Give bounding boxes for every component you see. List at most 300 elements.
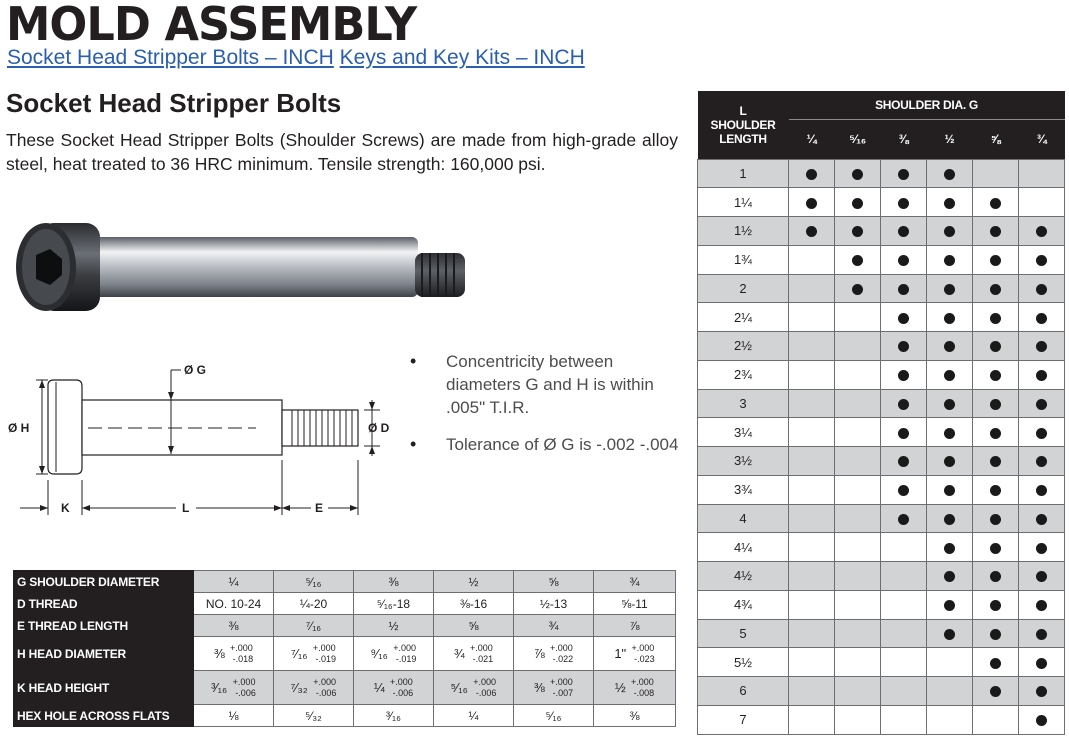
availability-row xyxy=(698,475,1065,504)
label-g: Ø G xyxy=(184,363,207,377)
shoulder-length-cell: 1½ xyxy=(698,217,789,246)
spec-row-label: H HEAD DIAMETER xyxy=(14,637,194,671)
spec-cell: ¾ xyxy=(594,571,676,593)
available-dot-icon xyxy=(898,198,909,209)
availability-row xyxy=(698,360,1065,389)
section-heading: Socket Head Stripper Bolts xyxy=(6,88,342,118)
availability-row xyxy=(698,619,1065,648)
available-dot-icon xyxy=(806,226,817,237)
availability-row xyxy=(698,188,1065,217)
availability-cell xyxy=(789,447,835,476)
availability-cell xyxy=(835,303,881,332)
availability-cell xyxy=(973,504,1019,533)
available-dot-icon xyxy=(944,341,955,352)
availability-row xyxy=(698,705,1065,734)
available-dot-icon xyxy=(1036,485,1047,496)
spec-cell: ⁷⁄₃₂ +.000 -.006 xyxy=(274,671,354,705)
availability-cell xyxy=(835,619,881,648)
availability-cell xyxy=(881,475,927,504)
availability-cell xyxy=(835,705,881,734)
spec-cell: ⅜ +.000 -.018 xyxy=(194,637,274,671)
diameter-header: ⅝ xyxy=(973,119,1019,159)
availability-cell xyxy=(973,159,1019,188)
availability-cell xyxy=(927,590,973,619)
spec-row-label: K HEAD HEIGHT xyxy=(14,671,194,705)
notes-list xyxy=(410,350,690,470)
availability-cell xyxy=(835,389,881,418)
shoulder-length-cell: 3 xyxy=(698,389,789,418)
available-dot-icon xyxy=(1036,600,1047,611)
availability-cell xyxy=(881,562,927,591)
availability-cell xyxy=(927,217,973,246)
available-dot-icon xyxy=(944,255,955,266)
spec-cell: ⁷⁄₁₆ xyxy=(274,615,354,637)
spec-cell: ⁹⁄₁₆ +.000 -.019 xyxy=(354,637,434,671)
availability-cell xyxy=(1019,188,1065,217)
available-dot-icon xyxy=(990,370,1001,381)
available-dot-icon xyxy=(944,543,955,554)
availability-cell xyxy=(973,418,1019,447)
available-dot-icon xyxy=(990,313,1001,324)
availability-cell xyxy=(835,274,881,303)
available-dot-icon xyxy=(1036,514,1047,525)
available-dot-icon xyxy=(1036,226,1047,237)
availability-cell xyxy=(881,245,927,274)
shoulder-length-cell: 4¼ xyxy=(698,533,789,562)
shoulder-length-cell: 4½ xyxy=(698,562,789,591)
availability-cell xyxy=(973,677,1019,706)
availability-row xyxy=(698,562,1065,591)
shoulder-length-cell: 2¼ xyxy=(698,303,789,332)
spec-cell: NO. 10-24 xyxy=(194,593,274,615)
available-dot-icon xyxy=(852,198,863,209)
availability-cell xyxy=(1019,562,1065,591)
available-dot-icon xyxy=(944,313,955,324)
page-title: MOLD ASSEMBLY xyxy=(6,0,417,51)
diameter-header: ¼ xyxy=(789,119,835,159)
availability-cell xyxy=(789,303,835,332)
available-dot-icon xyxy=(944,456,955,467)
available-dot-icon xyxy=(990,686,1001,697)
available-dot-icon xyxy=(898,428,909,439)
shoulder-length-cell: 7 xyxy=(698,705,789,734)
available-dot-icon xyxy=(944,284,955,295)
available-dot-icon xyxy=(944,399,955,410)
diameter-header: ½ xyxy=(927,119,973,159)
availability-cell xyxy=(789,217,835,246)
availability-cell xyxy=(973,533,1019,562)
availability-cell xyxy=(927,562,973,591)
availability-cell xyxy=(973,188,1019,217)
availability-cell xyxy=(881,217,927,246)
available-dot-icon xyxy=(944,514,955,525)
availability-cell xyxy=(1019,590,1065,619)
availability-row xyxy=(698,677,1065,706)
available-dot-icon xyxy=(1036,571,1047,582)
availability-cell xyxy=(927,475,973,504)
availability-cell xyxy=(973,648,1019,677)
availability-cell xyxy=(881,159,927,188)
availability-cell xyxy=(973,217,1019,246)
availability-cell xyxy=(881,504,927,533)
availability-cell xyxy=(927,619,973,648)
spec-cell: ⅜ xyxy=(594,705,676,727)
availability-row xyxy=(698,447,1065,476)
availability-cell xyxy=(1019,245,1065,274)
available-dot-icon xyxy=(990,399,1001,410)
availability-cell xyxy=(973,274,1019,303)
available-dot-icon xyxy=(944,169,955,180)
spec-cell: ⅜ xyxy=(194,615,274,637)
spec-cell: ⁵⁄₃₂ xyxy=(274,705,354,727)
available-dot-icon xyxy=(990,658,1001,669)
availability-cell xyxy=(927,188,973,217)
spec-cell: ⁵⁄₁₆ xyxy=(274,571,354,593)
availability-cell xyxy=(927,245,973,274)
availability-cell xyxy=(881,677,927,706)
availability-cell xyxy=(927,360,973,389)
shoulder-length-cell: 4¾ xyxy=(698,590,789,619)
availability-cell xyxy=(973,562,1019,591)
spec-cell: ⁵⁄₁₆-18 xyxy=(354,593,434,615)
availability-cell xyxy=(835,447,881,476)
available-dot-icon xyxy=(1036,686,1047,697)
availability-cell xyxy=(835,159,881,188)
spec-row xyxy=(14,571,676,593)
availability-cell xyxy=(881,360,927,389)
available-dot-icon xyxy=(990,571,1001,582)
shoulder-length-header: L SHOULDER LENGTH xyxy=(698,91,789,159)
availability-cell xyxy=(835,188,881,217)
label-e: E xyxy=(315,501,324,515)
availability-cell xyxy=(789,677,835,706)
availability-cell xyxy=(881,619,927,648)
availability-cell xyxy=(1019,418,1065,447)
availability-cell xyxy=(789,619,835,648)
availability-cell xyxy=(881,447,927,476)
available-dot-icon xyxy=(944,485,955,496)
label-l: L xyxy=(182,501,190,515)
spec-cell: ³⁄₁₆ xyxy=(354,705,434,727)
availability-cell xyxy=(973,475,1019,504)
availability-cell xyxy=(881,590,927,619)
available-dot-icon xyxy=(990,600,1001,611)
availability-cell xyxy=(881,332,927,361)
spec-cell: ⅝ xyxy=(434,615,514,637)
availability-cell xyxy=(835,648,881,677)
availability-cell xyxy=(927,159,973,188)
spec-row xyxy=(14,593,676,615)
available-dot-icon xyxy=(944,226,955,237)
availability-cell xyxy=(973,332,1019,361)
shoulder-length-cell: 5 xyxy=(698,619,789,648)
availability-cell xyxy=(927,677,973,706)
availability-cell xyxy=(789,475,835,504)
availability-cell xyxy=(789,562,835,591)
availability-cell xyxy=(789,188,835,217)
availability-cell xyxy=(881,389,927,418)
availability-cell xyxy=(835,245,881,274)
available-dot-icon xyxy=(990,428,1001,439)
note-tolerance: • Tolerance of Ø G is -.002 -.004 xyxy=(410,433,690,456)
available-dot-icon xyxy=(944,198,955,209)
availability-cell xyxy=(835,590,881,619)
available-dot-icon xyxy=(1036,255,1047,266)
shoulder-length-cell: 6 xyxy=(698,677,789,706)
available-dot-icon xyxy=(852,284,863,295)
available-dot-icon xyxy=(898,255,909,266)
available-dot-icon xyxy=(898,399,909,410)
shoulder-dia-header: SHOULDER DIA. G xyxy=(789,91,1065,119)
availability-cell xyxy=(881,705,927,734)
availability-cell xyxy=(881,188,927,217)
available-dot-icon xyxy=(990,284,1001,295)
availability-cell xyxy=(835,418,881,447)
availability-cell xyxy=(927,418,973,447)
availability-cell xyxy=(973,590,1019,619)
availability-cell xyxy=(1019,389,1065,418)
availability-cell xyxy=(881,274,927,303)
available-dot-icon xyxy=(1036,715,1047,726)
availability-cell xyxy=(789,360,835,389)
availability-cell xyxy=(789,245,835,274)
available-dot-icon xyxy=(898,456,909,467)
spec-cell: ½-13 xyxy=(514,593,594,615)
availability-cell xyxy=(789,648,835,677)
available-dot-icon xyxy=(990,543,1001,554)
availability-row xyxy=(698,533,1065,562)
available-dot-icon xyxy=(852,255,863,266)
available-dot-icon xyxy=(806,169,817,180)
spec-cell: ½ +.000 -.008 xyxy=(594,671,676,705)
bolt-dimension-drawing xyxy=(6,350,396,525)
available-dot-icon xyxy=(944,571,955,582)
availability-cell xyxy=(835,677,881,706)
availability-row xyxy=(698,245,1065,274)
availability-row xyxy=(698,332,1065,361)
shoulder-length-cell: 1 xyxy=(698,159,789,188)
availability-cell xyxy=(1019,475,1065,504)
intro-paragraph: These Socket Head Stripper Bolts (Shoulder Screws) are made from high-grade alloy steel, heat treated to 36 HRC minimum. Tensile strength: 160,000 psi. xyxy=(6,130,678,174)
available-dot-icon xyxy=(944,370,955,381)
availability-row xyxy=(698,303,1065,332)
shoulder-length-cell: 2½ xyxy=(698,332,789,361)
spec-cell: ¼ xyxy=(434,705,514,727)
spec-row-label: G SHOULDER DIAMETER xyxy=(14,571,194,593)
shoulder-length-cell: 1¼ xyxy=(698,188,789,217)
availability-cell xyxy=(1019,648,1065,677)
spec-row xyxy=(14,671,676,705)
availability-cell xyxy=(973,303,1019,332)
available-dot-icon xyxy=(898,514,909,525)
spec-row xyxy=(14,637,676,671)
breadcrumb-link-keys[interactable]: Keys and Key Kits – INCH xyxy=(339,46,585,69)
spec-cell: ⅝ xyxy=(514,571,594,593)
shoulder-length-cell: 2¾ xyxy=(698,360,789,389)
shoulder-length-cell: 4 xyxy=(698,504,789,533)
shoulder-length-cell: 2 xyxy=(698,274,789,303)
available-dot-icon xyxy=(852,169,863,180)
available-dot-icon xyxy=(1036,284,1047,295)
availability-table xyxy=(697,91,1065,735)
available-dot-icon xyxy=(990,629,1001,640)
availability-row xyxy=(698,590,1065,619)
availability-cell xyxy=(927,705,973,734)
availability-cell xyxy=(881,533,927,562)
available-dot-icon xyxy=(898,169,909,180)
spec-cell: 1" +.000 -.023 xyxy=(594,637,676,671)
availability-cell xyxy=(789,705,835,734)
available-dot-icon xyxy=(990,341,1001,352)
available-dot-icon xyxy=(1036,456,1047,467)
available-dot-icon xyxy=(990,198,1001,209)
shoulder-length-cell: 3¼ xyxy=(698,418,789,447)
spec-cell: ¼-20 xyxy=(274,593,354,615)
availability-cell xyxy=(927,533,973,562)
spec-cell: ¾ xyxy=(514,615,594,637)
availability-cell xyxy=(927,274,973,303)
note-concentricity: • Concentricity between diameters G and H is within .005" T.I.R. xyxy=(410,350,690,419)
availability-cell xyxy=(881,418,927,447)
availability-cell xyxy=(973,245,1019,274)
availability-cell xyxy=(927,447,973,476)
available-dot-icon xyxy=(990,255,1001,266)
availability-cell xyxy=(1019,274,1065,303)
availability-cell xyxy=(973,447,1019,476)
availability-cell xyxy=(1019,677,1065,706)
spec-row xyxy=(14,615,676,637)
spec-cell: ⅜ +.000 -.007 xyxy=(514,671,594,705)
spec-row-label: HEX HOLE ACROSS FLATS xyxy=(14,705,194,727)
spec-cell: ⅞ +.000 -.022 xyxy=(514,637,594,671)
breadcrumb xyxy=(7,46,585,70)
available-dot-icon xyxy=(1036,313,1047,324)
available-dot-icon xyxy=(852,226,863,237)
diameter-header: ⁵⁄₁₆ xyxy=(835,119,881,159)
spec-row xyxy=(14,705,676,727)
shoulder-length-cell: 5½ xyxy=(698,648,789,677)
diameter-header: ⅜ xyxy=(881,119,927,159)
available-dot-icon xyxy=(990,485,1001,496)
spec-cell: ⁷⁄₁₆ +.000 -.019 xyxy=(274,637,354,671)
availability-row xyxy=(698,504,1065,533)
availability-cell xyxy=(973,389,1019,418)
spec-row-label: D THREAD xyxy=(14,593,194,615)
available-dot-icon xyxy=(898,341,909,352)
available-dot-icon xyxy=(944,600,955,611)
availability-cell xyxy=(835,504,881,533)
availability-row xyxy=(698,389,1065,418)
availability-cell xyxy=(881,648,927,677)
available-dot-icon xyxy=(1036,341,1047,352)
available-dot-icon xyxy=(944,629,955,640)
shoulder-length-cell: 1¾ xyxy=(698,245,789,274)
spec-cell: ¼ xyxy=(194,571,274,593)
available-dot-icon xyxy=(1036,399,1047,410)
availability-cell xyxy=(789,274,835,303)
spec-cell: ¾ +.000 -.021 xyxy=(434,637,514,671)
availability-cell xyxy=(1019,619,1065,648)
spec-cell: ⅜-16 xyxy=(434,593,514,615)
availability-cell xyxy=(789,418,835,447)
spec-cell: ³⁄₁₆ +.000 -.006 xyxy=(194,671,274,705)
availability-cell xyxy=(973,705,1019,734)
specification-table xyxy=(13,570,676,727)
shoulder-length-cell: 3½ xyxy=(698,447,789,476)
label-h: Ø H xyxy=(8,421,30,435)
available-dot-icon xyxy=(1036,658,1047,669)
availability-row xyxy=(698,648,1065,677)
spec-cell: ½ xyxy=(434,571,514,593)
spec-cell: ½ xyxy=(354,615,434,637)
availability-cell xyxy=(1019,705,1065,734)
availability-cell xyxy=(835,533,881,562)
availability-cell xyxy=(1019,533,1065,562)
spec-cell: ⅝-11 xyxy=(594,593,676,615)
available-dot-icon xyxy=(898,485,909,496)
availability-cell xyxy=(789,533,835,562)
availability-cell xyxy=(835,217,881,246)
availability-cell xyxy=(835,360,881,389)
spec-cell: ⅛ xyxy=(194,705,274,727)
availability-cell xyxy=(927,504,973,533)
availability-cell xyxy=(927,389,973,418)
availability-cell xyxy=(1019,303,1065,332)
available-dot-icon xyxy=(806,198,817,209)
availability-cell xyxy=(789,590,835,619)
availability-row xyxy=(698,418,1065,447)
available-dot-icon xyxy=(898,226,909,237)
availability-cell xyxy=(835,332,881,361)
available-dot-icon xyxy=(1036,370,1047,381)
availability-cell xyxy=(881,303,927,332)
availability-cell xyxy=(1019,360,1065,389)
bolt-photo xyxy=(10,215,470,320)
available-dot-icon xyxy=(990,456,1001,467)
spec-cell: ⁵⁄₁₆ +.000 -.006 xyxy=(434,671,514,705)
spec-row-label: E THREAD LENGTH xyxy=(14,615,194,637)
available-dot-icon xyxy=(898,370,909,381)
available-dot-icon xyxy=(1036,543,1047,554)
availability-row xyxy=(698,274,1065,303)
available-dot-icon xyxy=(1036,428,1047,439)
availability-cell xyxy=(835,562,881,591)
availability-cell xyxy=(789,332,835,361)
available-dot-icon xyxy=(1036,629,1047,640)
availability-row xyxy=(698,159,1065,188)
availability-cell xyxy=(927,303,973,332)
availability-cell xyxy=(1019,447,1065,476)
spec-cell: ⅞ xyxy=(594,615,676,637)
available-dot-icon xyxy=(944,428,955,439)
availability-cell xyxy=(835,475,881,504)
available-dot-icon xyxy=(990,226,1001,237)
availability-cell xyxy=(1019,504,1065,533)
available-dot-icon xyxy=(898,284,909,295)
diameter-header: ¾ xyxy=(1019,119,1065,159)
availability-cell xyxy=(973,619,1019,648)
available-dot-icon xyxy=(990,514,1001,525)
availability-cell xyxy=(789,159,835,188)
spec-cell: ⁵⁄₁₆ xyxy=(514,705,594,727)
availability-cell xyxy=(1019,159,1065,188)
breadcrumb-link-stripper-bolts[interactable]: Socket Head Stripper Bolts – INCH xyxy=(7,46,334,69)
label-k: K xyxy=(61,501,70,515)
availability-cell xyxy=(973,360,1019,389)
availability-cell xyxy=(789,389,835,418)
spec-cell: ⅜ xyxy=(354,571,434,593)
shoulder-length-cell: 3¾ xyxy=(698,475,789,504)
